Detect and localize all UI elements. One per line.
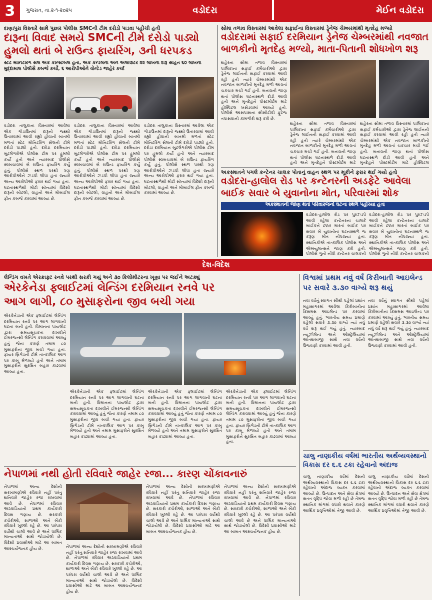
shooting-ticker: દાણાપુરા વિસ્તારે સામે પુછાર પોલીસ SMCની ટીમ દરોડો પાડવા પહોંચી હતી xyxy=(4,26,161,32)
plane-ticker: લેન્ડિંગ વખતે એરક્રાફ્ટ રનવે પરથી સરકી ગયું અને ૩૦ કિલોમીટરના ખૂણા પર જઈને અટક્યું xyxy=(4,275,200,281)
accident-ticker: અકસ્માતને પગલે કન્ટેનર ચાલક પોતાનું વાહન સ્થળ પર મૂકીને ફરાર થઈ ગયો હતો xyxy=(221,170,398,176)
christmas-headline: વિશ્વમાં પ્રથમ નવું વર્ષ કિરીબાતી આઇલેન્ડ xyxy=(303,273,423,282)
accident-body-col-2: વડોદરા-હાલોલ રોડ પર પુરઝડપે આવી રહેલા કન્ટેનરના ચાલકે બાઈકને ટક્કર મારતાં બાઈક પર સવાર બે યુવાનોના ઘટનાસ્થળે જ કરૂણ મોત નીપજ્યા હતા. સ્થાનિકોએ તાત્કાલિક પોલીસ અને એમ્બ્યુલન્સને જાણ કરી હતી. પોલીસે ગુનો નોંધી કન્ટેનર ચાલકની xyxy=(369,212,429,256)
shooting-photo-cars xyxy=(66,77,136,119)
plane-headline: એરકેનેડા ફ્લાઈટમાં લેન્ડિંગ દરમિયાન રનવે પર xyxy=(4,281,215,294)
shooting-photo-4 xyxy=(178,77,214,119)
economy-headline-2: વિકાસ દર ૬.૬ ટકા રહેવાનો અંદાજ xyxy=(303,461,398,469)
accident-band-text: અકસ્માતની જાણ થતાં પરિવારજનો ઘટના સ્થળે પહોંચ્યા હતા xyxy=(265,203,385,208)
nepal-body-col-3: નેપાળમાં અન્ય દેશોની સરખામણીએ રવિવારે નહીં પરંતુ શનિવારે જાહેર રજા રાખવામાં આવે છે. નેપાળમાં રવિવાર અઠવાડિયાનો પ્રથમ કાર્યકારી દિવસ ગણાય છે. સરકારી કચેરીઓ, શાળાઓ અને બેંકો રવિવારે ખુલ્લી રહે છે. આ પરંપરા વર્ષોથી ચાલી આવે છે અને ધાર્મિક માન્યતાઓ સાથે જોડાયેલી છે. વિદેશી પ્રવાસીઓ માટે આ બાબત આશ્ચર્યજનક હોય છે. xyxy=(146,484,220,534)
plane-shape xyxy=(80,347,170,357)
shooting-body-col-2: વડોદરા તાલુકાના વિસ્તારમાં આવેલા એક ગોડાઉનમાં દારૂનો જથ્થો ઉતારવામાં આવી રહ્યો હોવાની બાતમી મળતાં સ્ટેટ મોનિટરિંગ સેલની ટીમે દરોડો પાડ્યો હતો. દરોડા દરમિયાન બુટલેગરોએ પોલીસ ટીમ પર હુમલો કર્યો હતો અને ત્યારબાદ પોલીસે સ્વબચાવમાં બે રાઉન્ડ ફાયરિંગ કર્યું હતું. પોલીસે સ્થળ પરથી ત્રણ આરોપીઓને ઝડપી લીધા હતા જ્યારે અન્ય આરોપીઓ ફરાર થઈ ગયા હતા. ઘટનાસ્થળેથી મોટી સંખ્યામાં વિદેશી દારૂની બોટલો, વાહનો અને મોબાઈલ ફોન કબજે કરવામાં આવ્યા છે. xyxy=(74,123,140,201)
shooting-body-col-1: વડોદરા તાલુકાના વિસ્તારમાં આવેલા એક ગોડાઉનમાં દારૂનો જથ્થો ઉતારવામાં આવી રહ્યો હોવાની બાતમી મળતાં સ્ટેટ મોનિટરિંગ સેલની ટીમે દરોડો પાડ્યો હતો. દરોડા દરમિયાન બુટલેગરોએ પોલીસ ટીમ પર હુમલો કર્યો હતો અને ત્યારબાદ પોલીસે સ્વબચાવમાં બે રાઉન્ડ ફાયરિંગ કર્યું હતું. પોલીસે સ્થળ પરથી ત્રણ આરોપીઓને ઝડપી લીધા હતા જ્યારે અન્ય આરોપીઓ ફરાર થઈ ગયા હતા. ઘટનાસ્થળેથી મોટી સંખ્યામાં વિદેશી દારૂની બોટલો, વાહનો અને મોબાઈલ ફોન કબજે કરવામાં આવ્યા છે. xyxy=(4,123,70,201)
dateline: ગુજરાત, તા.૨-૧-૨૦૨૫ xyxy=(26,8,72,14)
drainage-headline-2: બાળકીનો મૃતદેહ મળ્યો, માતા-પિતાની શોધખોળ શરૂ xyxy=(221,44,419,55)
drainage-photo-2 xyxy=(379,60,429,118)
section-strip: દેશ-વિદેશ xyxy=(0,259,432,271)
drainage-body-col-3: શહેરના સોમા તળાવ વિસ્તારમાં પાલિકાના સફાઈ કર્મચારીઓ દ્વારા ડ્રેનેજ લાઈનની સફાઈ કરવામાં આવી રહી હતી ત્યારે ચેમ્બરમાંથી એક નવજાત બાળકીનો મૃતદેહ મળી આવતાં ચકચાર મચી ગઈ હતી. બનાવની જાણ થતાં પોલીસ ઘટનાસ્થળે દોડી આવી હતી અને મૃતદેહને પોસ્ટમોર્ટમ માટે હોસ્પિટલ xyxy=(360,121,429,165)
accident-photo xyxy=(221,212,303,256)
christmas-body-col-1: નવા વર્ષનું સ્વાગત સૌથી પહેલાં પ્રશાંત મહાસાગરમાં આવેલા કિરીબાતીના ક્રિસમસ આઇલેન્ડ પર કરવામાં આવ્યું હતું. ભારતીય સમય પ્રમાણે વહેલી સવારે ૩.૩૦ વાગ્યે ત્યાં નવું વર્ષ શરૂ થઈ ગયું હતું. ત્યારબાદ ન્યૂઝીલેન્ડ અને ઓસ્ટ્રેલિયામાં આતશબાજી સાથે નવા વર્ષની ઉજવણી કરવામાં આવી હતી. xyxy=(303,298,365,348)
section-title-left: વડોદરા xyxy=(138,0,272,20)
nepal-headline: નેપાળમાં નથી હોતી રવિવારે જાહેર રજા... કારણ ચોંકાવનારું xyxy=(4,469,248,480)
accident-headline-2: બાઈક સવાર બે યુવાનોના મોત, પરિવારમાં શોક xyxy=(221,188,400,199)
section-title-right: મેઈન વડોદરા xyxy=(272,0,432,20)
shooting-headline-2: હુમલો થતાં બે રાઉન્ડ ફાયરિંગ, ૩ની ધરપકડ xyxy=(4,45,193,57)
economy-headline: ચાલુ નાણાકીય વર્ષમાં ભારતીય અર્થવ્યવસ્થાનો xyxy=(303,452,427,460)
plane-photo-1 xyxy=(70,313,182,385)
shooting-headline: દારૂના વિવાદ સમયે SMCની ટીમે દરોડો પાડ્યો xyxy=(4,32,199,44)
house-roof xyxy=(76,492,132,504)
accident-body-col-1: વડોદરા-હાલોલ રોડ પર પુરઝડપે આવી રહેલા કન્ટેનરના ચાલકે બાઈકને ટક્કર મારતાં બાઈક પર સવાર બે યુવાનોના ઘટનાસ્થળે જ કરૂણ મોત નીપજ્યા હતા. સ્થાનિકોએ તાત્કાલિક પોલીસ અને એમ્બ્યુલન્સને જાણ કરી હતી. પોલીસે ગુનો નોંધી કન્ટેનર ચાલકની xyxy=(306,212,366,256)
plane-fire xyxy=(224,361,246,375)
divider-economy xyxy=(303,450,429,451)
christmas-headline-2: પર સવારે ૩.૩૦ વાગ્યે શરૂ થયું xyxy=(303,283,393,292)
plane-body-col-4: એરકેનેડાની એક ફ્લાઈટમાં લેન્ડિંગ દરમિયાન રનવે પર આગ લાગવાની ઘટના બની હતી. વિમાનના પાયલોટ દ્વારા સમયસૂચકતા દાખવીને ઈમરજન્સી લેન્ડિંગ કરાવવામાં આવ્યું હતું જેના કારણે તમામ ૮૦ મુસાફરોના જીવ બચી ગયા હતા. ફાયર બ્રિગેડની ટીમે તાત્કાલિક આગ પર કાબૂ મેળવ્યો હતો અને તમામ મુસાફરોને સુરક્ષિત બહાર કાઢવામાં આવ્યા હતા. xyxy=(226,389,296,445)
drainage-body-col-2: શહેરના સોમા તળાવ વિસ્તારમાં પાલિકાના સફાઈ કર્મચારીઓ દ્વારા ડ્રેનેજ લાઈનની સફાઈ કરવામાં આવી રહી હતી ત્યારે ચેમ્બરમાંથી એક નવજાત બાળકીનો મૃતદેહ મળી આવતાં ચકચાર મચી ગઈ હતી. બનાવની જાણ થતાં પોલીસ ઘટનાસ્થળે દોડી આવી હતી અને મૃતદેહને પોસ્ટમોર્ટમ માટે xyxy=(290,121,356,165)
drainage-headline: વડોદરામાં સફાઈ દરમિયાન ડ્રેનેજ ચેમ્બરમાંથી નવજાત xyxy=(221,32,429,43)
drainage-ticker: સોમા તળાવ વિસ્તારમાં આવેલા સફાઈના વિસ્તારમાં ડ્રેનેજ ચેમ્બરમાંથી મૃતદેહ મળ્યો xyxy=(221,26,393,32)
drainage-photo xyxy=(290,60,376,118)
nepal-body-col-4: નેપાળમાં અન્ય દેશોની સરખામણીએ રવિવારે નહીં પરંતુ શનિવારે જાહેર રજા રાખવામાં આવે છે. નેપાળમાં રવિવાર અઠવાડિયાનો પ્રથમ કાર્યકારી દિવસ ગણાય છે. સરકારી કચેરીઓ, શાળાઓ અને બેંકો રવિવારે ખુલ્લી રહે છે. આ પરંપરા વર્ષોથી ચાલી આવે છે અને ધાર્મિક માન્યતાઓ સાથે જોડાયેલી છે. વિદેશી પ્રવાસીઓ માટે આ બાબત આશ્ચર્યજનક હોય છે. xyxy=(224,484,296,534)
plane-photo-2 xyxy=(184,313,296,385)
plane-shape-2 xyxy=(196,349,284,359)
column-divider-2 xyxy=(299,274,300,596)
economy-body-col-1: ચાલુ નાણાકીય વર્ષમાં દેશની અર્થવ્યવસ્થાનો વિકાસ દર ૬.૬ ટકા રહેવાનો અંદાજ વ્યક્ત કરવામાં આવ્યો છે. ઉત્પાદન અને સેવા ક્ષેત્રમાં સતત વૃદ્ધિ જોવા મળી રહી છે તેમજ સ્થાનિક માંગમાં વધારો થવાને કારણે આર્થિક પ્રવૃત્તિઓમાં તેજી આવી છે. xyxy=(303,474,365,513)
accident-headline: વડોદરા-હાલોલ રોડ પર કન્ટેનરની અડફેટે આવેલા xyxy=(221,176,411,187)
accident-band xyxy=(221,202,429,210)
nepal-body-col-1: નેપાળમાં અન્ય દેશોની સરખામણીએ રવિવારે નહીં પરંતુ શનિવારે જાહેર રજા રાખવામાં આવે છે. નેપાળમાં રવિવાર અઠવાડિયાનો પ્રથમ કાર્યકારી દિવસ ગણાય છે. સરકારી કચેરીઓ, શાળાઓ અને બેંકો રવિવારે ખુલ્લી રહે છે. આ પરંપરા વર્ષોથી ચાલી આવે છે અને ધાર્મિક માન્યતાઓ સાથે જોડાયેલી છે. વિદેશી પ્રવાસીઓ માટે આ બાબત આશ્ચર્યજનક હોય છે. xyxy=(4,484,62,551)
shooting-subdeck: સ્ટેટ મોનિટરિંગ સેલે એક કોન્સ્ટેબલ હતા, એક કેન્ડલના અને અલાંઉટર ૨૨ લાખના દારૂ સહિત ૬૦ લાખનો મુદ્દામાલ પોલીસે કબજે કર્યો, ૬ આરોપીઓને વોન્ટેડ જાહેર કર્યા xyxy=(4,61,202,73)
plane-wing xyxy=(112,337,147,345)
shooting-body-col-3: વડોદરા તાલુકાના વિસ્તારમાં આવેલા એક ગોડાઉનમાં દારૂનો જથ્થો ઉતારવામાં આવી રહ્યો હોવાની બાતમી મળતાં સ્ટેટ મોનિટરિંગ સેલની ટીમે દરોડો પાડ્યો હતો. દરોડા દરમિયાન બુટલેગરોએ પોલીસ ટીમ પર હુમલો કર્યો હતો અને ત્યારબાદ પોલીસે સ્વબચાવમાં બે રાઉન્ડ ફાયરિંગ કર્યું હતું. પોલીસે સ્થળ પરથી ત્રણ આરોપીઓને ઝડપી લીધા હતા જ્યારે અન્ય આરોપીઓ ફરાર થઈ ગયા હતા. ઘટનાસ્થળેથી મોટી સંખ્યામાં વિદેશી દારૂની બોટલો, વાહનો અને મોબાઈલ ફોન કબજે કરવામાં આવ્યા છે. xyxy=(144,123,214,196)
shooting-photo-3 xyxy=(138,77,176,119)
plane-body-col-2: એરકેનેડાની એક ફ્લાઈટમાં લેન્ડિંગ દરમિયાન રનવે પર આગ લાગવાની ઘટના બની હતી. વિમાનના પાયલોટ દ્વારા સમયસૂચકતા દાખવીને ઈમરજન્સી લેન્ડિંગ કરાવવામાં આવ્યું હતું જેના કારણે તમામ ૮૦ મુસાફરોના જીવ બચી ગયા હતા. ફાયર બ્રિગેડની ટીમે તાત્કાલિક આગ પર કાબૂ મેળવ્યો હતો અને તમામ મુસાફરોને સુરક્ષિત બહાર કાઢવામાં આવ્યા હતા. xyxy=(70,389,144,439)
economy-body-col-2: ચાલુ નાણાકીય વર્ષમાં દેશની અર્થવ્યવસ્થાનો વિકાસ દર ૬.૬ ટકા રહેવાનો અંદાજ વ્યક્ત કરવામાં આવ્યો છે. ઉત્પાદન અને સેવા ક્ષેત્રમાં સતત વૃદ્ધિ જોવા મળી રહી છે તેમજ સ્થાનિક માંગમાં વધારો થવાને કારણે આર્થિક પ્રવૃત્તિઓમાં તેજી આવી છે. xyxy=(368,474,429,513)
drainage-body-col-1: શહેરના સોમા તળાવ વિસ્તારમાં પાલિકાના સફાઈ કર્મચારીઓ દ્વારા ડ્રેનેજ લાઈનની સફાઈ કરવામાં આવી રહી હતી ત્યારે ચેમ્બરમાંથી એક નવજાત બાળકીનો મૃતદેહ મળી આવતાં ચકચાર મચી ગઈ હતી. બનાવની જાણ થતાં પોલીસ ઘટનાસ્થળે દોડી આવી હતી અને મૃતદેહને પોસ્ટમોર્ટમ માટે હોસ્પિટલ ખસેડવામાં આવ્યો હતો. પોલીસે આસપાસના સીસીટીવી ફૂટેજ તપાસવાની કામગીરી શરૂ કરી છે. xyxy=(221,60,287,121)
christmas-body-col-2: નવા વર્ષનું સ્વાગત સૌથી પહેલાં પ્રશાંત મહાસાગરમાં આવેલા કિરીબાતીના ક્રિસમસ આઇલેન્ડ પર કરવામાં આવ્યું હતું. ભારતીય સમય પ્રમાણે વહેલી સવારે ૩.૩૦ વાગ્યે ત્યાં નવું વર્ષ શરૂ થઈ ગયું હતું. ત્યારબાદ ન્યૂઝીલેન્ડ અને ઓસ્ટ્રેલિયામાં આતશબાજી સાથે નવા વર્ષની ઉજવણી કરવામાં આવી હતી. xyxy=(368,298,429,348)
column-divider xyxy=(217,25,218,257)
plane-headline-2: આગ લાગી, ૮૦ મુસાફરોના જીવ બચી ગયા xyxy=(4,295,196,308)
plane-body-col-3: એરકેનેડાની એક ફ્લાઈટમાં લેન્ડિંગ દરમિયાન રનવે પર આગ લાગવાની ઘટના બની હતી. વિમાનના પાયલોટ દ્વારા સમયસૂચકતા દાખવીને ઈમરજન્સી લેન્ડિંગ કરાવવામાં આવ્યું હતું જેના કારણે તમામ ૮૦ મુસાફરોના જીવ બચી ગયા હતા. ફાયર બ્રિગેડની ટીમે તાત્કાલિક આગ પર કાબૂ મેળવ્યો હતો અને તમામ મુસાફરોને સુરક્ષિત બહાર કાઢવામાં આવ્યા હતા. xyxy=(148,389,222,439)
divider xyxy=(221,167,429,168)
shooting-photo-1 xyxy=(4,77,64,119)
house-shape xyxy=(80,502,128,532)
plane-body-col-1: એરકેનેડાની એક ફ્લાઈટમાં લેન્ડિંગ દરમિયાન રનવે પર આગ લાગવાની ઘટના બની હતી. વિમાનના પાયલોટ દ્વારા સમયસૂચકતા દાખવીને ઈમરજન્સી લેન્ડિંગ કરાવવામાં આવ્યું હતું જેના કારણે તમામ ૮૦ મુસાફરોના જીવ બચી ગયા હતા. ફાયર બ્રિગેડની ટીમે તાત્કાલિક આગ પર કાબૂ મેળવ્યો હતો અને તમામ મુસાફરોને સુરક્ષિત બહાર કાઢવામાં આવ્યા હતા. xyxy=(4,313,66,374)
page-number: 3 xyxy=(0,0,20,22)
divider-nepal xyxy=(4,466,296,467)
masthead xyxy=(0,0,432,22)
nepal-body-col-2: નેપાળમાં અન્ય દેશોની સરખામણીએ રવિવારે નહીં પરંતુ શનિવારે જાહેર રજા રાખવામાં આવે છે. નેપાળમાં રવિવાર અઠવાડિયાનો પ્રથમ કાર્યકારી દિવસ ગણાય છે. સરકારી કચેરીઓ, શાળાઓ અને બેંકો રવિવારે ખુલ્લી રહે છે. આ પરંપરા વર્ષોથી ચાલી આવે છે અને ધાર્મિક માન્યતાઓ સાથે જોડાયેલી છે. વિદેશી પ્રવાસીઓ માટે આ બાબત આશ્ચર્યજનક હોય છે. xyxy=(66,544,142,594)
nepal-photo xyxy=(66,484,142,540)
